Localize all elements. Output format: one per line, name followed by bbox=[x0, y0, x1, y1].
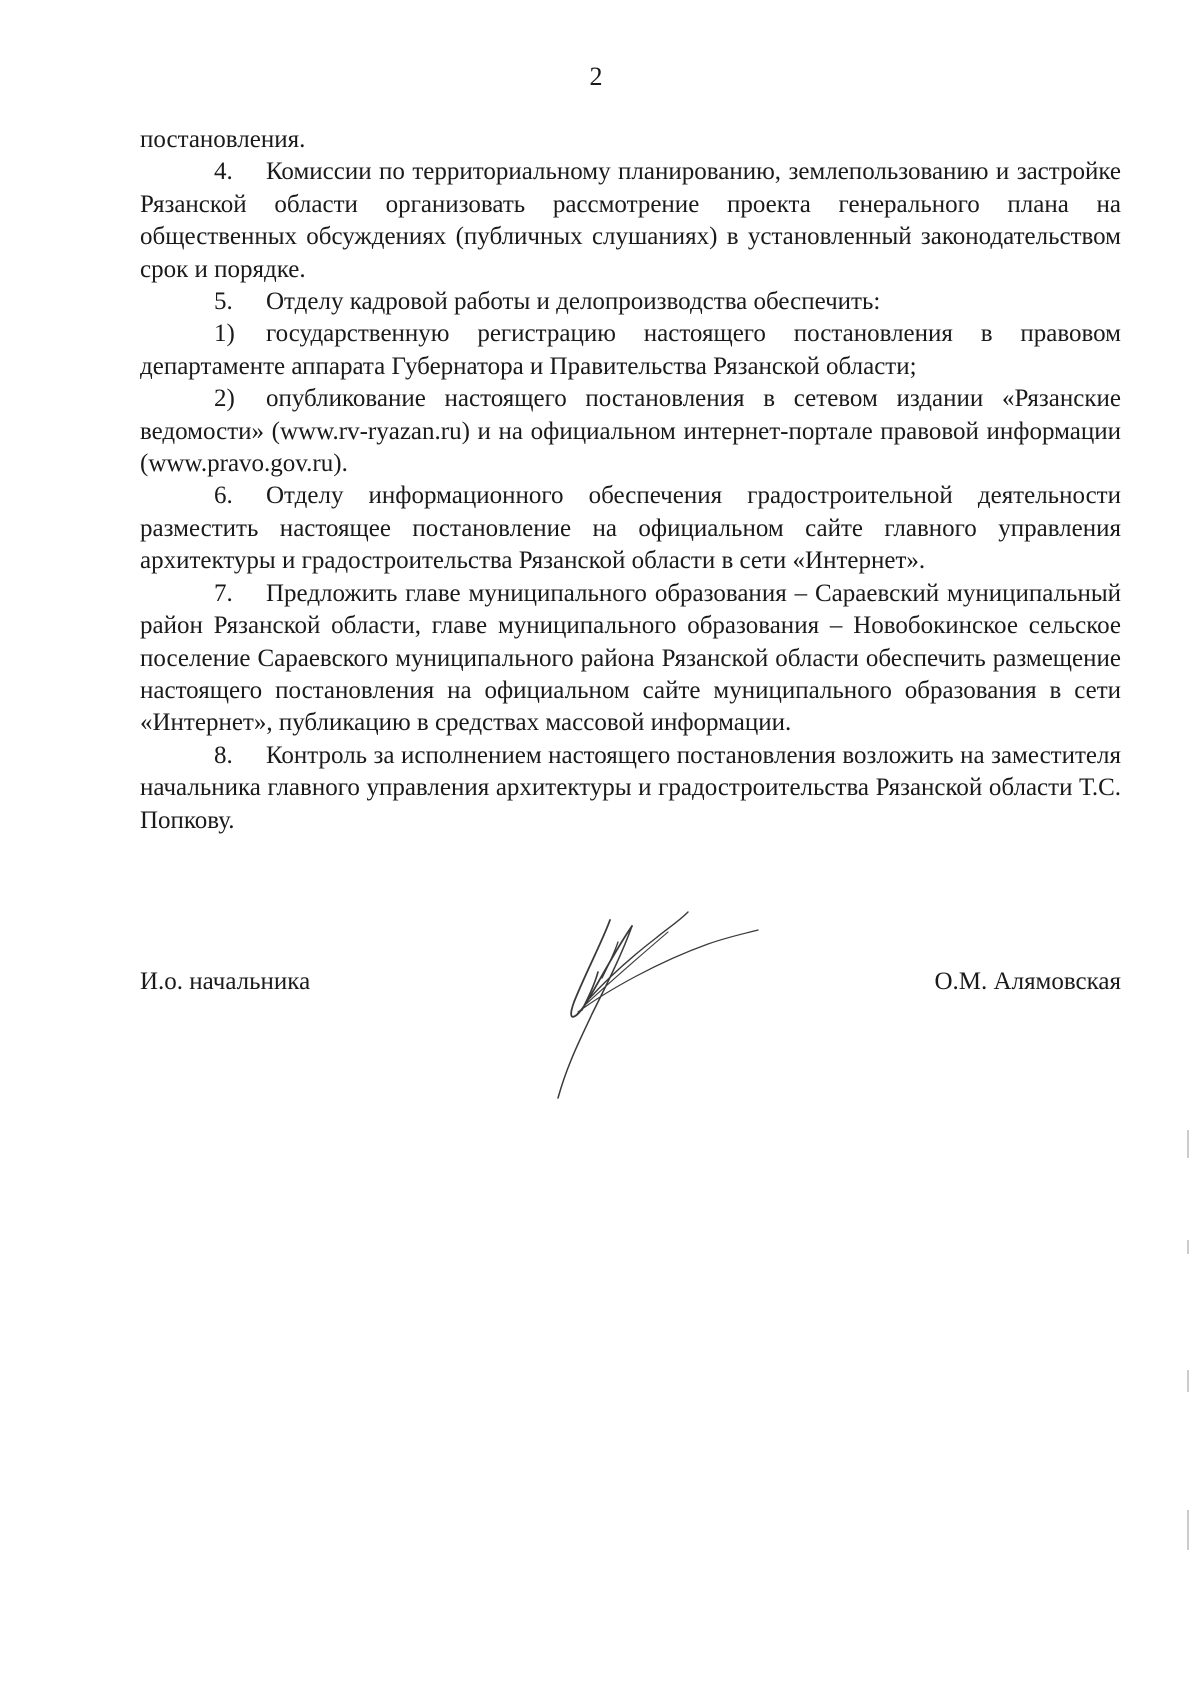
signatory-position: И.о. начальника bbox=[140, 968, 311, 995]
paragraph-text: Комиссии по территориальному планированию, землепользованию и застройке Рязанской области организовать рассмотрение проекта генерального плана на общественных обсуждениях (публичных слушаниях) в установленный законодательством срок и порядке. bbox=[140, 158, 1121, 283]
paragraph-item-5 bbox=[140, 286, 1121, 318]
item-number: 4. bbox=[214, 158, 233, 186]
paragraph-subitem-1 bbox=[140, 318, 1121, 383]
paragraph-text: Контроль за исполнением настоящего постановления возложить на заместителя начальника главного управления архитектуры и градостроительства Рязанской области Т.С. Попкову. bbox=[140, 741, 1121, 834]
signatory-name: О.М. Алямовская bbox=[934, 968, 1121, 995]
paragraph-item-4 bbox=[140, 156, 1121, 286]
item-number: 2) bbox=[214, 385, 235, 413]
paragraph-text: Предложить главе муниципального образования – Сараевский муниципальный район Рязанской области, главе муниципального образования – Новобокинское сельское поселение Сараевского муниципального района Рязанской области обеспечить размещение настоящего постановления на официальном сайте муниципального образования в сети «Интернет», публикацию в средствах массовой информации. bbox=[140, 579, 1121, 737]
paragraph-continuation bbox=[140, 124, 1121, 156]
item-number: 6. bbox=[214, 482, 233, 510]
paragraph-item-6 bbox=[140, 480, 1121, 577]
scan-edge-marks bbox=[1187, 1130, 1190, 1550]
item-number: 1) bbox=[214, 320, 235, 348]
paragraph-item-8 bbox=[140, 740, 1121, 837]
paragraph-text: постановления. bbox=[140, 126, 306, 153]
paragraph-text: Отделу информационного обеспечения градостроительной деятельности разместить настоящее постановление на официальном сайте главного управления архитектуры и градостроительства Рязанской области в сети «Интернет». bbox=[140, 482, 1121, 575]
item-number: 5. bbox=[214, 288, 233, 316]
page-number: 2 bbox=[589, 62, 603, 91]
paragraph-item-7 bbox=[140, 578, 1121, 740]
paragraph-text: опубликование настоящего постановления в сетевом издании «Рязанские ведомости» (www.rv-ryazan.ru) и на официальном интернет-портале правовой информации (www.pravo.gov.ru). bbox=[140, 385, 1121, 478]
document-body bbox=[140, 124, 1121, 837]
handwritten-signature bbox=[548, 902, 778, 1107]
item-number: 8. bbox=[214, 741, 233, 769]
paragraph-text: государственную регистрацию настоящего постановления в правовом департаменте аппарата Губернатора и Правительства Рязанской области; bbox=[140, 320, 1121, 380]
item-number: 7. bbox=[214, 579, 233, 607]
paragraph-subitem-2 bbox=[140, 383, 1121, 480]
paragraph-text: Отделу кадровой работы и делопроизводства обеспечить: bbox=[266, 288, 881, 316]
